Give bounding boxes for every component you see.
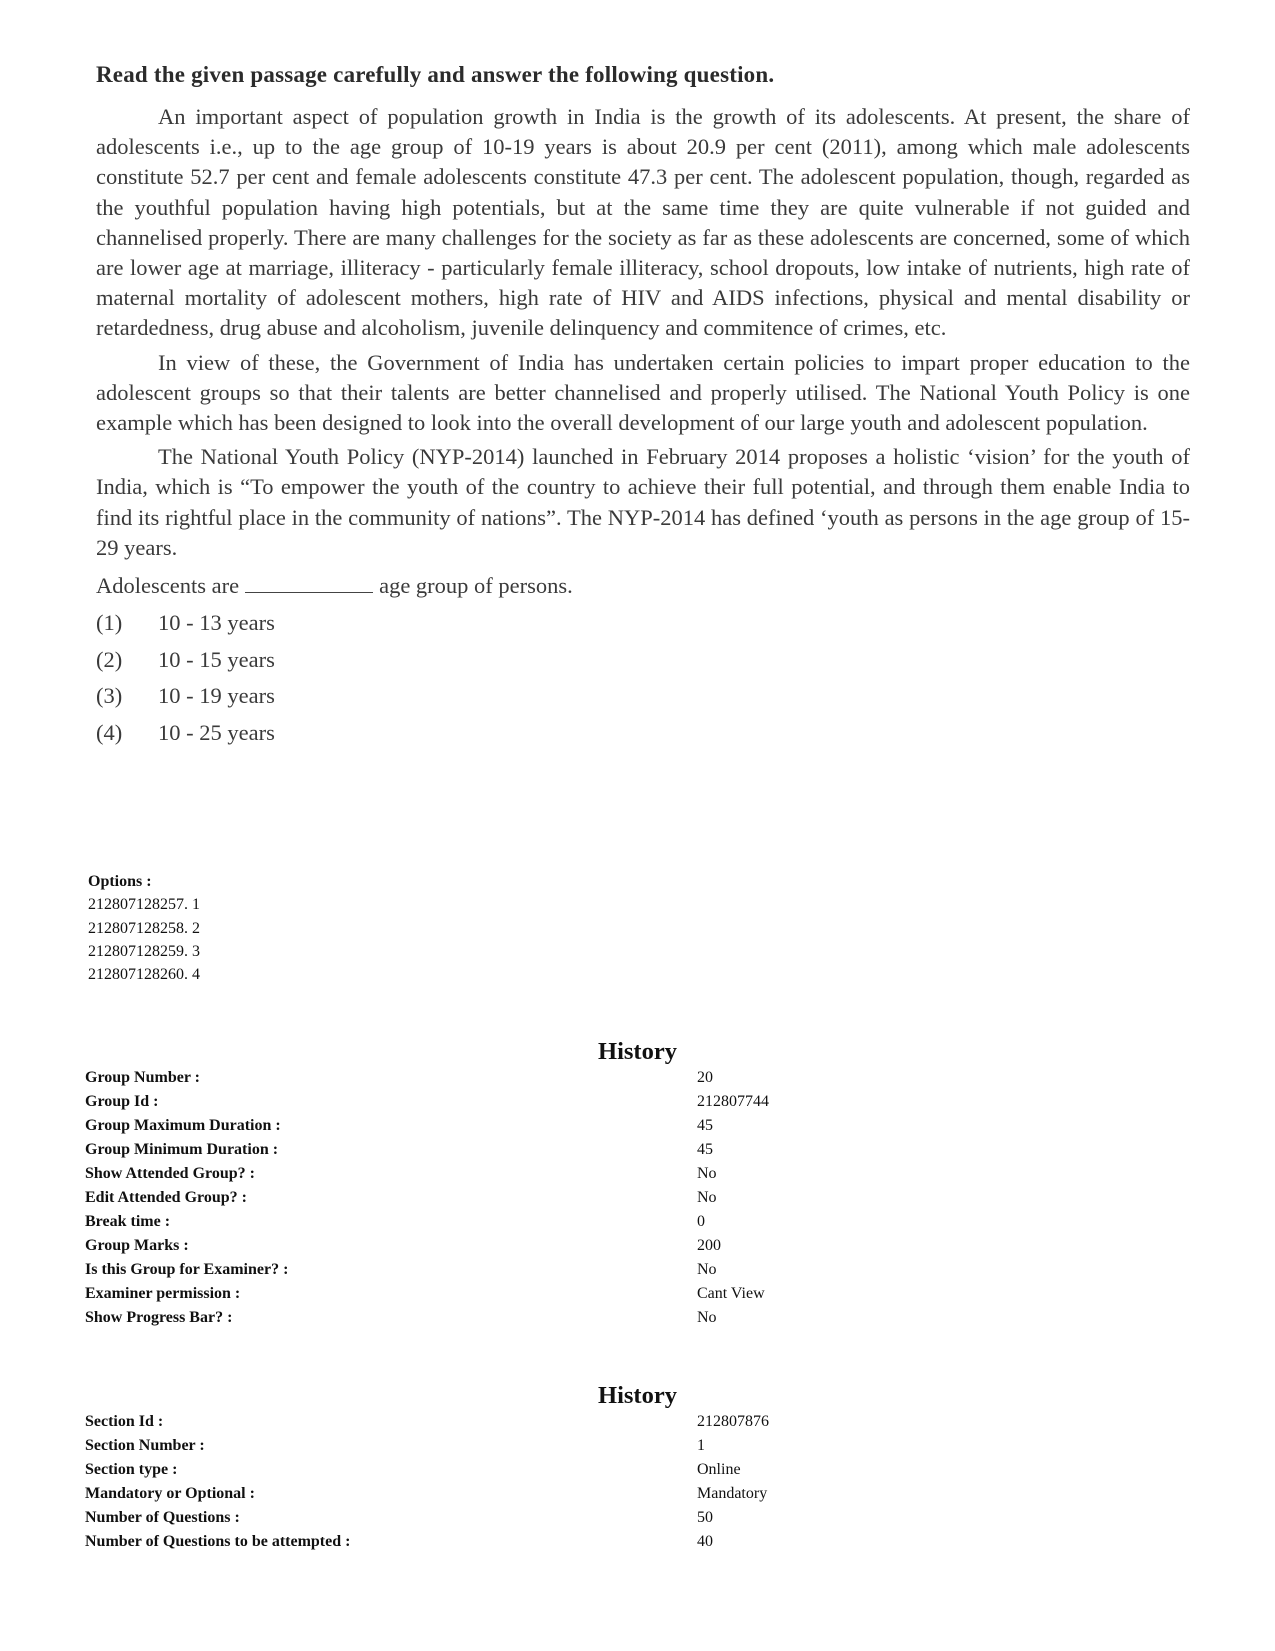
info-row — [85, 1162, 1185, 1186]
options-list — [88, 870, 200, 986]
info-key: Examiner permission : — [85, 1285, 241, 1302]
info-value: 0 — [697, 1213, 705, 1230]
answer-choice — [96, 678, 1190, 715]
info-value: No — [697, 1261, 717, 1278]
question-passage-image — [96, 62, 1190, 751]
info-key: Section Number : — [85, 1437, 205, 1454]
info-key: Group Maximum Duration : — [85, 1117, 281, 1134]
info-key: Section type : — [85, 1461, 178, 1478]
choice-text: 10 - 15 years — [158, 646, 275, 672]
info-key: Number of Questions : — [85, 1509, 240, 1526]
info-key: Group Number : — [85, 1069, 200, 1086]
info-key: Number of Questions to be attempted : — [85, 1533, 351, 1550]
info-row — [85, 1138, 1185, 1162]
choice-number: (4) — [96, 719, 123, 745]
passage-paragraph: The National Youth Policy (NYP-2014) launched in February 2014 proposes a holistic ‘vision’ for the youth of India, which is “To empower the youth of the country to achieve their full potential, and through them enable India to find its rightful place in the community of nations”. The NYP-2014 has defined ‘youth as persons in the age group of 15-29 years. — [96, 444, 1190, 560]
info-row — [85, 1434, 1185, 1458]
info-value: No — [697, 1309, 717, 1326]
question-blank — [245, 574, 373, 593]
info-key: Show Progress Bar? : — [85, 1309, 233, 1326]
info-row — [85, 1114, 1185, 1138]
info-row — [85, 1090, 1185, 1114]
info-row — [85, 1458, 1185, 1482]
question-text-before: Adolescents are — [96, 573, 240, 599]
info-key: Mandatory or Optional : — [85, 1485, 255, 1502]
info-key: Group Id : — [85, 1093, 159, 1110]
info-value: 212807876 — [697, 1413, 769, 1430]
info-row — [85, 1066, 1185, 1090]
info-key: Section Id : — [85, 1413, 164, 1430]
info-value: 45 — [697, 1117, 713, 1134]
info-row — [85, 1530, 1185, 1554]
group-title: History — [598, 1038, 677, 1065]
choice-text: 10 - 25 years — [158, 719, 275, 745]
passage-heading: Read the given passage carefully and answer the following question. — [96, 62, 775, 87]
answer-choice — [96, 605, 1190, 642]
info-value: Online — [697, 1461, 741, 1478]
choice-text: 10 - 13 years — [158, 610, 275, 636]
info-value: 45 — [697, 1141, 713, 1158]
info-key: Edit Attended Group? : — [85, 1189, 247, 1206]
info-row — [85, 1186, 1185, 1210]
info-row — [85, 1210, 1185, 1234]
info-row — [85, 1258, 1185, 1282]
info-row — [85, 1282, 1185, 1306]
info-value: 200 — [697, 1237, 721, 1254]
answer-choices — [96, 605, 1190, 751]
section-info-table — [85, 1410, 1185, 1554]
choice-number: (2) — [96, 646, 123, 672]
info-key: Break time : — [85, 1213, 171, 1230]
options-label: Options : — [88, 873, 152, 890]
info-row — [85, 1506, 1185, 1530]
choice-text: 10 - 19 years — [158, 683, 275, 709]
info-value: 20 — [697, 1069, 713, 1086]
question-text-after: age group of persons. — [379, 573, 573, 599]
option-item: 212807128260. 4 — [88, 966, 200, 984]
passage-paragraph: An important aspect of population growth in India is the growth of its adolescents. At present, the share of adolescents i.e., up to the age group of 10-19 years is about 20.9 per cent (2011), among which male adolescents constitute 52.7 per cent and female adolescents constitute 47.3 per cent. The adolescent population, though, regarded as the youthful population having high potentials, but at the same time they are quite vulnerable if not guided and channelised properly. There are many challenges for the society as far as these adolescents are concerned, some of which are lower age at marriage, illiteracy - particularly female illiteracy, school dropouts, low intake of nutrients, high rate of maternal mortality of adolescent mothers, high rate of HIV and AIDS infections, physical and mental disability or retardedness, drug abuse and alcoholism, juvenile delinquency and commitence of crimes, etc. — [96, 104, 1190, 341]
info-value: No — [697, 1165, 717, 1182]
info-row — [85, 1234, 1185, 1258]
question-stem — [96, 571, 1190, 601]
info-value: 212807744 — [697, 1093, 769, 1110]
info-key: Group Minimum Duration : — [85, 1141, 279, 1158]
info-key: Show Attended Group? : — [85, 1165, 255, 1182]
info-value: Mandatory — [697, 1485, 768, 1502]
answer-choice — [96, 642, 1190, 679]
info-value: No — [697, 1189, 717, 1206]
info-value: 50 — [697, 1509, 713, 1526]
info-row — [85, 1410, 1185, 1434]
passage-paragraph: In view of these, the Government of India has undertaken certain policies to impart proper education to the adolescent groups so that their talents are better channelised and properly utilised. The National Youth Policy is one example which has been designed to look into the overall development of our large youth and adolescent population. — [96, 349, 1190, 436]
info-key: Is this Group for Examiner? : — [85, 1261, 289, 1278]
option-item: 212807128257. 1 — [88, 896, 200, 914]
option-item: 212807128259. 3 — [88, 942, 200, 960]
info-value: 1 — [697, 1437, 705, 1454]
info-value: 40 — [697, 1533, 713, 1550]
choice-number: (3) — [96, 683, 123, 709]
section-title: History — [598, 1382, 677, 1409]
info-value: Cant View — [697, 1285, 765, 1302]
choice-number: (1) — [96, 610, 123, 636]
option-item: 212807128258. 2 — [88, 919, 200, 937]
info-row — [85, 1306, 1185, 1330]
info-key: Group Marks : — [85, 1237, 189, 1254]
group-info-table — [85, 1066, 1185, 1330]
info-row — [85, 1482, 1185, 1506]
answer-choice — [96, 715, 1190, 752]
